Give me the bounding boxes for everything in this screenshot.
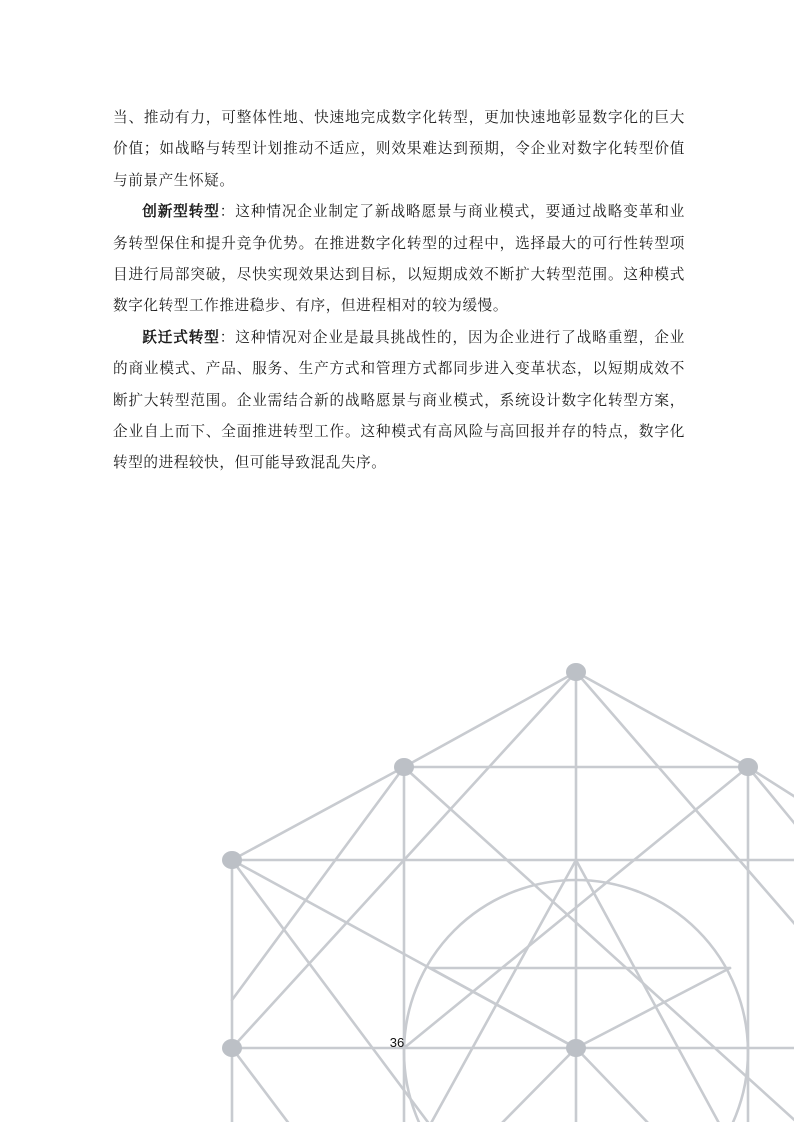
term-innovative-transformation: 创新型转型 (142, 203, 220, 221)
paragraph-continuation (113, 102, 685, 196)
term-leap-transformation: 跃迁式转型 (142, 328, 220, 346)
paragraph-text: ：这种情况对企业是最具挑战性的，因为企业进行了战略重塑，企业的商业模式、产品、服务、生产方式和管理方式都同步进入变革状态，以短期成效不断扩大转型范围。企业需结合新的战略愿景与商业模式，系统设计数字化转型方案，企业自上而下、全面推进转型工作。这种模式有高风险与高回报并存的特点，数字化转型的进程较快，但可能导致混乱失序。 (113, 328, 685, 472)
paragraph-innovative-transformation (113, 196, 685, 322)
paragraph-text: ：这种情况企业制定了新战略愿景与商业模式，要通过战略变革和业务转型保住和提升竞争优势。在推进数字化转型的过程中，选择最大的可行性转型项目进行局部突破，尽快实现效果达到目标，以短期成效不断扩大转型范围。这种模式数字化转型工作推进稳步、有序，但进程相对的较为缓慢。 (113, 203, 685, 315)
page-number: 36 (389, 1035, 405, 1050)
paragraph-text: 当、推动有力，可整体性地、快速地完成数字化转型，更加快速地彰显数字化的巨大价值；如战略与转型计划推动不适应，则效果难达到预期，令企业对数字化转型价值与前景产生怀疑。 (113, 109, 685, 189)
paragraph-leap-transformation (113, 322, 685, 479)
body-text (113, 102, 685, 479)
